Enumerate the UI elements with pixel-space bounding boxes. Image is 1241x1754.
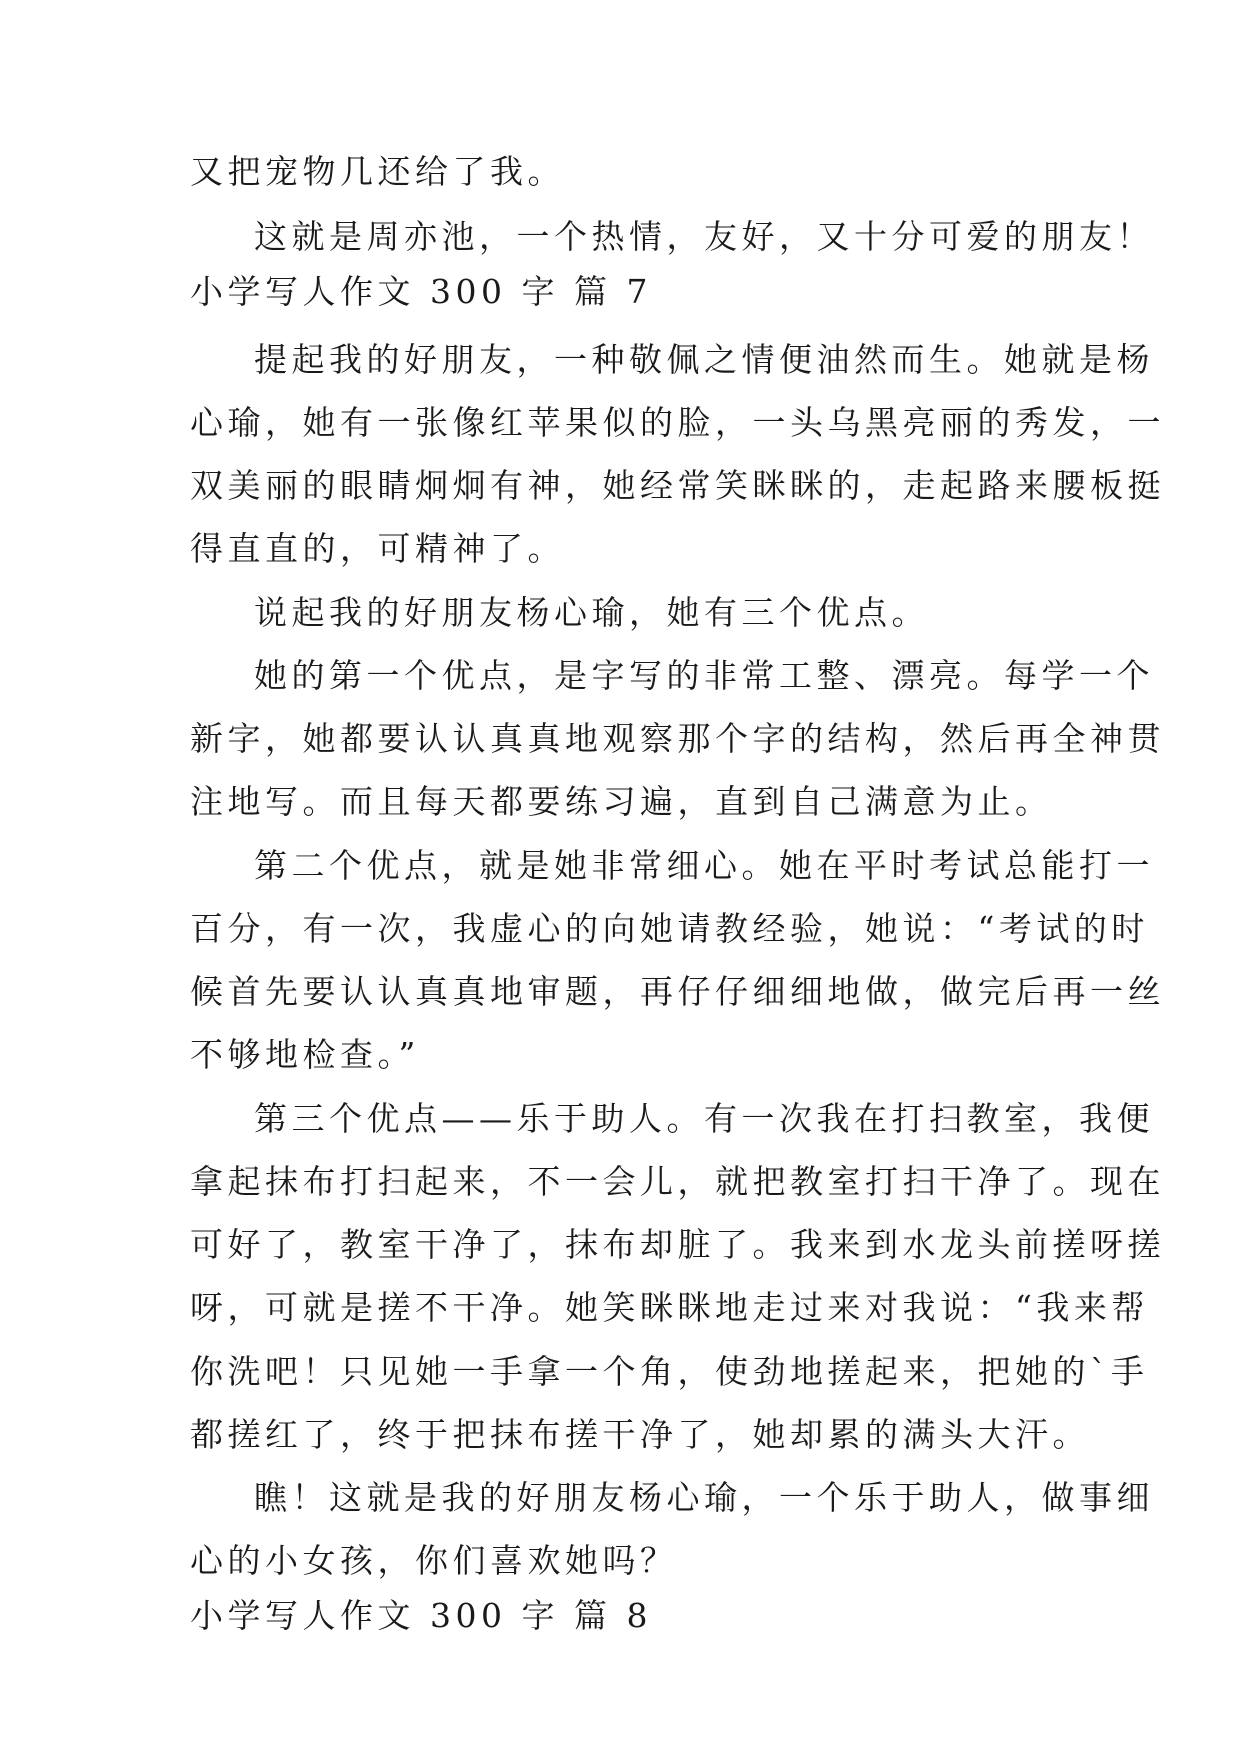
paragraph-line: 她的第一个优点，是字写的非常工整、漂亮。每学一个: [254, 656, 1154, 695]
paragraph-line: 瞧！这就是我的好朋友杨心瑜，一个乐于助人，做事细: [254, 1478, 1154, 1517]
paragraph-line: 百分，有一次，我虚心的向她请教经验，她说：“考试的时: [190, 909, 1149, 948]
paragraph-line: 你洗吧！只见她一手拿一个角，使劲地搓起来，把她的`手: [190, 1352, 1149, 1391]
section-heading: 小学写人作文 300 字 篇 8: [190, 1596, 652, 1635]
paragraph-line: 第二个优点，就是她非常细心。她在平时考试总能打一: [254, 846, 1154, 885]
paragraph-line: 注地写。而且每天都要练习遍，直到自己满意为止。: [190, 782, 1053, 821]
paragraph-line: 又把宠物几还给了我。: [190, 152, 565, 191]
paragraph-line: 候首先要认认真真地审题，再仔仔细细地做，做完后再一丝: [190, 972, 1165, 1011]
paragraph-line: 都搓红了，终于把抹布搓干净了，她却累的满头大汗。: [190, 1415, 1090, 1454]
paragraph-line: 可好了，教室干净了，抹布却脏了。我来到水龙头前搓呀搓: [190, 1225, 1165, 1264]
paragraph-line: 呀，可就是搓不干净。她笑眯眯地走过来对我说：“我来帮: [190, 1288, 1149, 1327]
paragraph-line: 拿起抹布打扫起来，不一会儿，就把教室打扫干净了。现在: [190, 1162, 1165, 1201]
paragraph-line: 得直直的，可精神了。: [190, 529, 565, 568]
paragraph-line: 这就是周亦池，一个热情，友好，又十分可爱的朋友！: [254, 217, 1154, 256]
section-heading: 小学写人作文 300 字 篇 7: [190, 272, 652, 311]
paragraph-line: 心的小女孩，你们喜欢她吗？: [190, 1541, 678, 1580]
paragraph-line: 新字，她都要认认真真地观察那个字的结构，然后再全神贯: [190, 719, 1165, 758]
paragraph-line: 说起我的好朋友杨心瑜，她有三个优点。: [254, 593, 929, 632]
paragraph-line: 提起我的好朋友，一种敬佩之情便油然而生。她就是杨: [254, 340, 1154, 379]
paragraph-line: 心瑜，她有一张像红苹果似的脸，一头乌黑亮丽的秀发，一: [190, 403, 1165, 442]
paragraph-line: 第三个优点——乐于助人。有一次我在打扫教室，我便: [254, 1099, 1154, 1138]
paragraph-line: 不够地检查。”: [190, 1035, 420, 1074]
paragraph-line: 双美丽的眼睛炯炯有神，她经常笑眯眯的，走起路来腰板挺: [190, 466, 1165, 505]
